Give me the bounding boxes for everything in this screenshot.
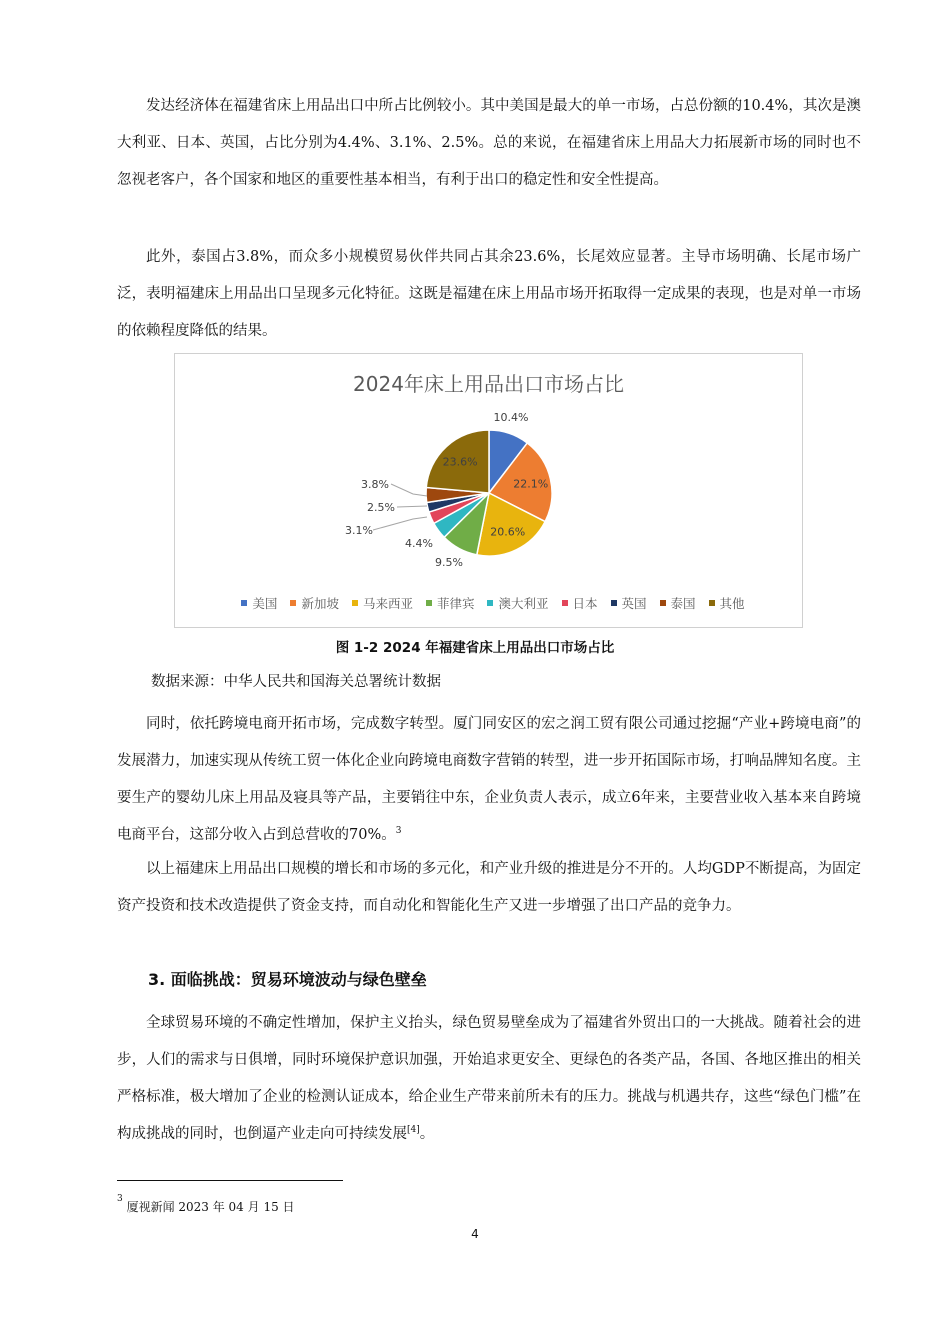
data-label-马来西亚: 20.6% xyxy=(490,525,526,539)
footnote-text: 厦视新闻 2023 年 04 月 15 日 xyxy=(126,1200,295,1214)
legend-item-美国 xyxy=(241,594,277,612)
paragraph-developed-economies: 发达经济体在福建省床上用品出口中所占比例较小。其中美国是最大的单一市场，占总份额的10.4%，其次是澳大利亚、日本、英国，占比分别为4.4%、3.1%、2.5%。总的来说，在福建省床上用品大力拓展新市场的同时也不忽视老客户，各个国家和地区的重要性基本相当，有利于出口的稳定性和安全性提高。 xyxy=(117,98,861,188)
footnote-divider xyxy=(117,1180,343,1181)
legend-swatch xyxy=(426,600,432,606)
legend-item-泰国 xyxy=(660,594,696,612)
paragraph-industrial-upgrade: 以上福建床上用品出口规模的增长和市场的多元化，和产业升级的推进是分不开的。人均GDP不断提高，为固定资产投资和技术改造提供了资金支持，而自动化和智能化生产又进一步增强了出口产品的竞争力。 xyxy=(117,861,861,914)
legend-swatch xyxy=(487,600,493,606)
data-source-note: 数据来源：中华人民共和国海关总署统计数据 xyxy=(151,674,441,690)
citation-reference[interactable]: [4] xyxy=(407,1125,420,1135)
paragraph-end: 。 xyxy=(419,1126,435,1142)
legend-item-英国 xyxy=(611,594,647,612)
footnote xyxy=(117,1194,295,1215)
legend-label: 美国 xyxy=(252,596,278,611)
legend-item-菲律宾 xyxy=(426,594,475,612)
legend-item-马来西亚 xyxy=(352,594,413,612)
leader-line-泰国 xyxy=(391,484,427,496)
legend-label: 马来西亚 xyxy=(362,596,413,611)
footnote-reference[interactable]: 3 xyxy=(395,826,402,836)
legend-label: 英国 xyxy=(621,596,647,611)
legend-label: 澳大利亚 xyxy=(498,596,549,611)
legend-swatch xyxy=(562,600,568,606)
paragraph-text: 同时，依托跨境电商开拓市场，完成数字转型。厦门同安区的宏之润工贸有限公司通过挖掘“产业+跨境电商”的发展潜力，加速实现从传统工贸一体化企业向跨境电商数字营销的转型，进一步开拓国际市场，打响品牌知名度。主要生产的婴幼儿床上用品及寝具等产品，主要销往中东，企业负责人表示，成立6年来，主要营业收入基本来自跨境电商平台，这部分收入占到总营收的70%。 xyxy=(117,716,861,843)
chart-legend xyxy=(213,594,773,612)
footnote-marker: 3 xyxy=(117,1194,123,1204)
section-heading: 3. 面临挑战：贸易环境波动与绿色壁垒 xyxy=(148,970,427,989)
paragraph-green-barriers xyxy=(117,1005,861,1153)
legend-label: 其他 xyxy=(719,596,745,611)
legend-swatch xyxy=(709,600,715,606)
figure-caption: 图 1-2 2024 年福建省床上用品出口市场占比 xyxy=(335,640,615,656)
data-label-菲律宾: 9.5% xyxy=(435,556,463,569)
paragraph-text: 全球贸易环境的不确定性增加，保护主义抬头，绿色贸易壁垒成为了福建省外贸出口的一大挑战。随着社会的进步，人们的需求与日俱增，同时环境保护意识加强，开始追求更安全、更绿色的各类产品，各国、各地区推出的相关严格标准，极大增加了企业的检测认证成本，给企业生产带来前所未有的压力。挑战与机遇共存，这些“绿色门槛”在构成挑战的同时，也倒逼产业走向可持续发展 xyxy=(117,1015,861,1142)
paragraph-cross-border-ecommerce xyxy=(117,706,861,854)
legend-item-澳大利亚 xyxy=(487,594,548,612)
data-label-其他: 23.6% xyxy=(442,455,478,469)
legend-label: 泰国 xyxy=(670,596,696,611)
pie-chart xyxy=(175,354,802,594)
data-label-日本: 3.1% xyxy=(345,524,373,537)
data-label-澳大利亚: 4.4% xyxy=(405,537,433,550)
legend-swatch xyxy=(660,600,666,606)
legend-swatch xyxy=(611,600,617,606)
legend-label: 日本 xyxy=(572,596,598,611)
data-label-泰国: 3.8% xyxy=(361,478,389,491)
leader-line-日本 xyxy=(373,517,427,530)
legend-item-其他 xyxy=(709,594,745,612)
paragraph-thailand-long-tail: 此外，泰国占3.8%，而众多小规模贸易伙伴共同占其余23.6%，长尾效应显著。主导市场明确、长尾市场广泛，表明福建床上用品出口呈现多元化特征。这既是福建在床上用品市场开拓取得一定成果的表现，也是对单一市场的依赖程度降低的结果。 xyxy=(117,249,861,339)
data-label-英国: 2.5% xyxy=(367,501,395,514)
legend-item-新加坡 xyxy=(290,594,339,612)
legend-swatch xyxy=(241,600,247,606)
pie-chart-container xyxy=(174,353,803,628)
page-number: 4 xyxy=(471,1227,479,1241)
legend-item-日本 xyxy=(562,594,598,612)
data-label-新加坡: 22.1% xyxy=(513,477,549,491)
chart-title: 2024年床上用品出口市场占比 xyxy=(353,372,624,396)
legend-swatch xyxy=(290,600,296,606)
leader-line-英国 xyxy=(397,506,427,507)
legend-swatch xyxy=(352,600,358,606)
legend-label: 新加坡 xyxy=(301,596,339,611)
legend-label: 菲律宾 xyxy=(436,596,475,611)
data-label-美国: 10.4% xyxy=(493,411,529,424)
